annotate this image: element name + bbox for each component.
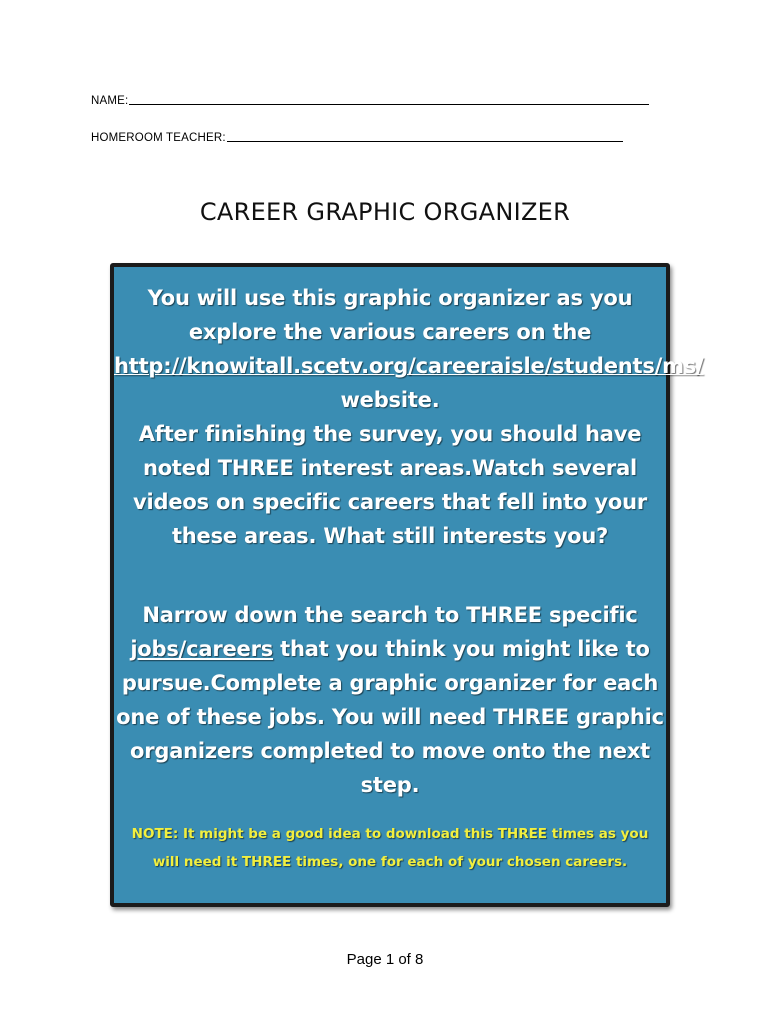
name-blank-line[interactable] xyxy=(129,103,649,105)
name-label: NAME: xyxy=(91,95,129,107)
instructions-survey-text: After finishing the survey, you should have noted THREE interest areas.Watch several videos on specific careers that fell into your these areas. What still interests you? xyxy=(133,422,647,548)
name-field[interactable] xyxy=(91,95,649,107)
jobs-careers-emphasis: jobs/careers xyxy=(130,637,274,661)
page-number: Page 1 of 8 xyxy=(346,951,424,968)
instructions-paragraph-1 xyxy=(114,281,704,553)
pursue-instructions-text: that you think you might like to pursue.Complete a graphic organizer for each one of these jobs. You will need THREE graphic organizers completed to move onto the next step. xyxy=(116,637,664,797)
instructions-intro-text: You will use this graphic organizer as you explore the various careers on the xyxy=(147,286,633,344)
instructions-website-text: website. xyxy=(340,388,440,412)
careeraisle-link[interactable]: http://knowitall.scetv.org/careeraisle/students/ms/ xyxy=(114,354,704,378)
three-specific-emphasis: THREE specific xyxy=(466,603,638,627)
homeroom-teacher-label: HOMEROOM TEACHER: xyxy=(91,132,226,144)
instructions-box xyxy=(110,263,704,907)
instructions-paragraph-2 xyxy=(114,598,666,802)
homeroom-teacher-field[interactable] xyxy=(91,132,623,144)
download-note: NOTE: It might be a good idea to download this THREE times as you will need it THREE times, one for each of your chosen careers. xyxy=(131,826,649,870)
page-title: CAREER GRAPHIC ORGANIZER xyxy=(199,198,571,226)
homeroom-teacher-blank-line[interactable] xyxy=(227,140,623,142)
narrow-down-text: Narrow down the search to xyxy=(142,603,467,627)
